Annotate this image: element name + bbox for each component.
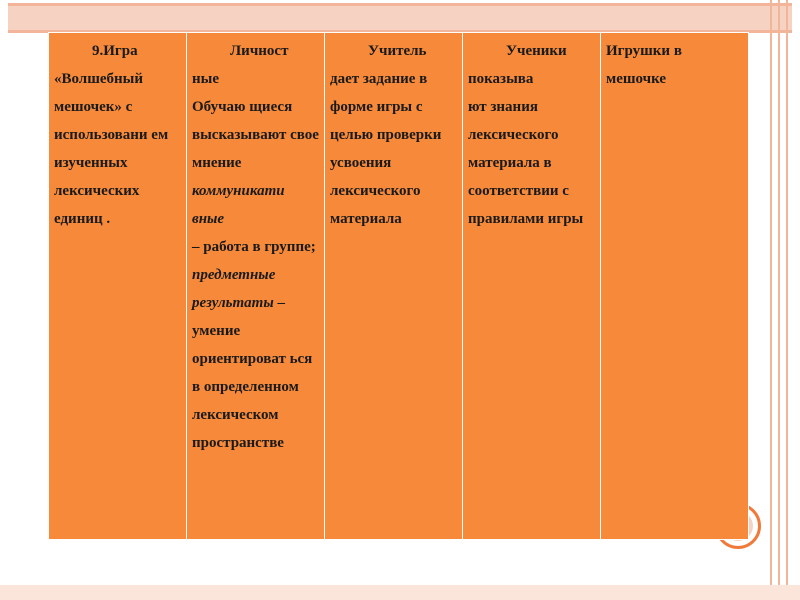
cell-students <box>463 33 601 540</box>
game-description: «Волшебный мешочек» с использовани ем изученных лексических единиц . <box>54 71 169 227</box>
students-label: Ученики показыва <box>468 43 567 87</box>
students-opinion: Обучаю щиеся высказывают свое мнение <box>192 99 319 171</box>
materials-text: Игрушки в мешочке <box>606 43 682 87</box>
game-title: 9.Игра <box>92 43 138 59</box>
right-decor-line <box>770 0 772 600</box>
top-decor-band <box>8 6 792 30</box>
teacher-task: дает задание в форме игры с целью проверки усвоения лексического материала <box>330 71 442 227</box>
group-work: – работа в группе; <box>192 239 316 255</box>
top-decor-line <box>8 3 792 6</box>
lesson-table <box>48 32 749 540</box>
cell-teacher <box>325 33 463 540</box>
teacher-label: Учитель <box>368 43 427 59</box>
cell-results <box>187 33 325 540</box>
cell-game <box>49 33 187 540</box>
right-decor-line-2 <box>778 0 780 600</box>
students-activity: ют знания лексического материала в соответствии с правилами игры <box>468 99 584 227</box>
bottom-decor-band <box>0 585 800 600</box>
table-row <box>49 33 749 540</box>
subject-results-text: – умение ориентироват ься в определенном лексическом пространстве <box>192 295 313 451</box>
cell-materials <box>601 33 749 540</box>
subject-results-label: предметные результаты <box>192 267 276 311</box>
communicative-label: коммуникати вные <box>192 183 285 227</box>
right-decor-line-3 <box>786 0 788 600</box>
personal-label: Личност ные <box>192 43 289 87</box>
